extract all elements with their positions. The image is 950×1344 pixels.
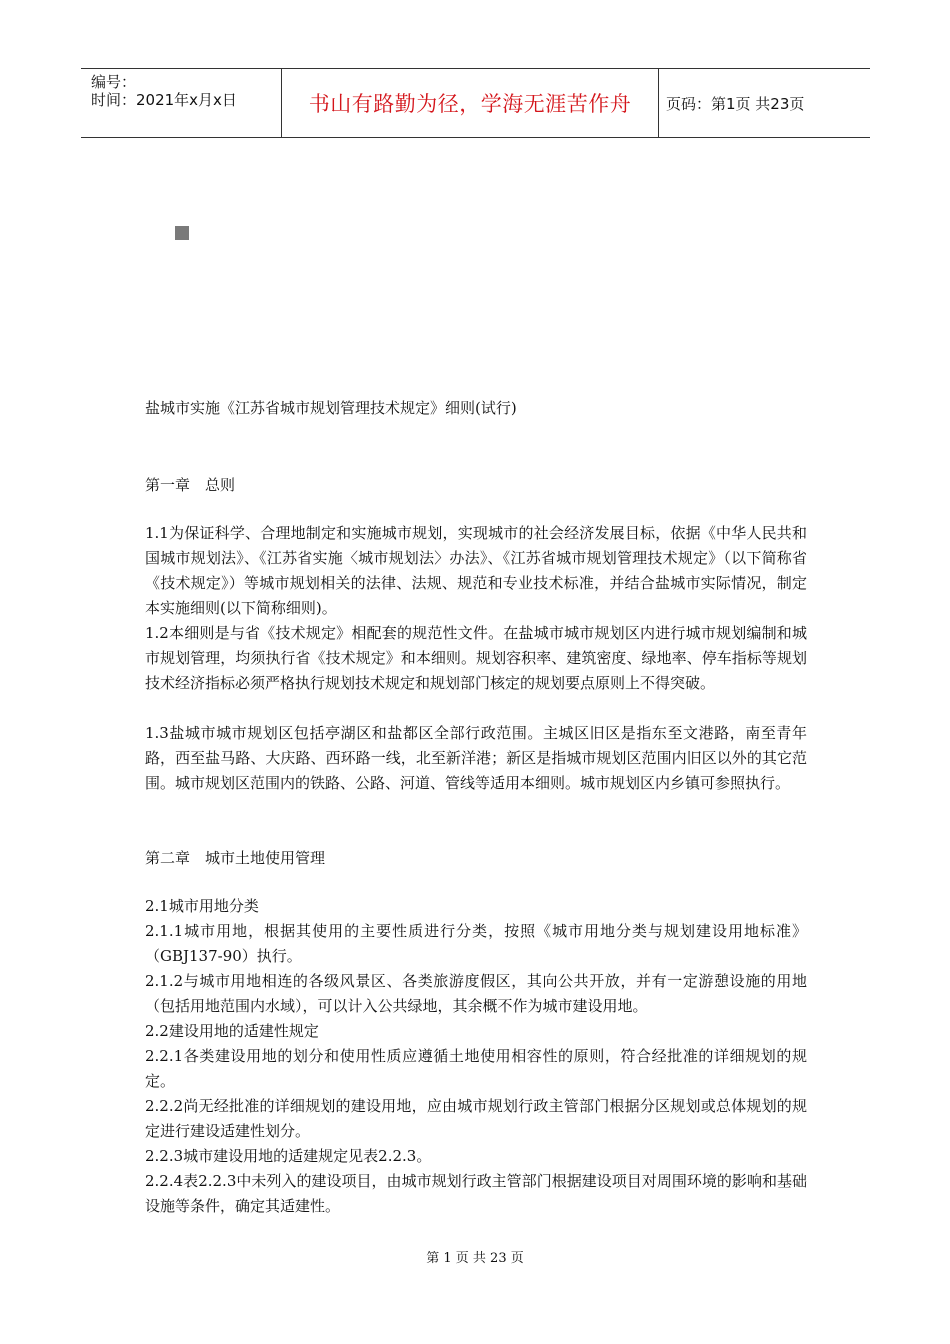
paragraph: 2.2.1各类建设用地的划分和使用性质应遵循土地使用相容性的原则，符合经批准的详细规划的规定。 xyxy=(145,1047,807,1090)
section-heading: 2.2建设用地的适建性规定 xyxy=(145,1022,319,1040)
page-header xyxy=(81,68,870,138)
paragraph: 2.1.1城市用地，根据其使用的主要性质进行分类，按照《城市用地分类与规划建设用地标准》（GBJ137-90）执行。 xyxy=(145,922,807,965)
header-meta-cell xyxy=(81,69,281,137)
header-page-cell xyxy=(658,69,870,137)
document-title: 盐城市实施《江苏省城市规划管理技术规定》细则(试行) xyxy=(145,399,517,417)
chapter-heading: 第二章 城市土地使用管理 xyxy=(145,849,326,867)
time-label: 时间：2021年x月x日 xyxy=(91,91,237,109)
number-label: 编号： xyxy=(91,73,137,91)
header-page-info: 页码：第1页 共23页 xyxy=(666,94,805,113)
paragraph: 2.2.3城市建设用地的适建规定见表2.2.3。 xyxy=(145,1147,432,1165)
square-bullet-icon xyxy=(175,226,189,240)
page-footer: 第 1 页 共 23 页 xyxy=(426,1251,524,1266)
paragraph: 1.1为保证科学、合理地制定和实施城市规划，实现城市的社会经济发展目标，依据《中华人民共和国城市规划法》、《江苏省实施〈城市规划法〉办法》、《江苏省城市规划管理技术规定》（以下简称省《技术规定》）等城市规划相关的法律、法规、规范和专业技术标准，并结合盐城市实际情况，制定本实施细则(以下简称细则)。 xyxy=(145,524,807,617)
paragraph: 2.2.4表2.2.3中未列入的建设项目，由城市规划行政主管部门根据建设项目对周围环境的影响和基础设施等条件，确定其适建性。 xyxy=(145,1172,807,1215)
section-heading: 2.1城市用地分类 xyxy=(145,897,259,915)
paragraph: 2.2.2尚无经批准的详细规划的建设用地，应由城市规划行政主管部门根据分区规划或总体规划的规定进行建设适建性划分。 xyxy=(145,1097,807,1140)
paragraph: 1.3盐城市城市规划区包括亭湖区和盐都区全部行政范围。主城区旧区是指东至文港路，南至青年路，西至盐马路、大庆路、西环路一线，北至新洋港；新区是指城市规划区范围内旧区以外的其它范围。城市规划区范围内的铁路、公路、河道、管线等适用本细则。城市规划区内乡镇可参照执行。 xyxy=(145,724,807,792)
paragraph: 2.1.2与城市用地相连的各级风景区、各类旅游度假区，其向公共开放，并有一定游憩设施的用地（包括用地范围内水域），可以计入公共绿地，其余概不作为城市建设用地。 xyxy=(145,972,807,1015)
header-motto: 书山有路勤为径，学海无涯苦作舟 xyxy=(308,92,632,116)
chapter-heading: 第一章 总则 xyxy=(145,476,236,494)
paragraph: 1.2本细则是与省《技术规定》相配套的规范性文件。在盐城市城市规划区内进行城市规划编制和城市规划管理，均须执行省《技术规定》和本细则。规划容积率、建筑密度、绿地率、停车指标等规划技术经济指标必须严格执行规划技术规定和规划部门核定的规划要点原则上不得突破。 xyxy=(145,624,807,692)
header-motto-cell xyxy=(281,69,659,137)
